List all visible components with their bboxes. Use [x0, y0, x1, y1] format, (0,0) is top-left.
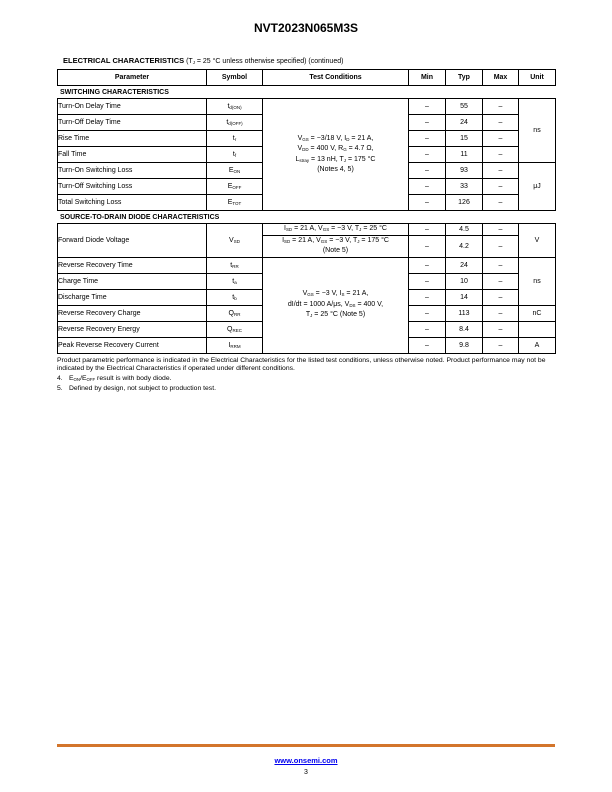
section-table: [57, 98, 556, 211]
unit-cell: ns: [519, 99, 556, 163]
value-cell: 11: [446, 147, 483, 163]
unit-cell: V: [519, 224, 556, 258]
symbol-cell: $Q_{REC}$: [207, 321, 263, 337]
parameter-cell: Turn-Off Switching Loss: [58, 179, 207, 195]
value-cell: –: [409, 337, 446, 353]
value-cell: –: [483, 195, 519, 211]
value-cell: –: [409, 224, 446, 236]
parameter-cell: Reverse Recovery Time: [58, 257, 207, 273]
symbol-cell: $E_{TOT}$: [207, 195, 263, 211]
column-header: Min: [409, 70, 446, 86]
value-cell: –: [483, 289, 519, 305]
value-cell: 4.2: [446, 235, 483, 257]
value-cell: –: [483, 321, 519, 337]
parameter-cell: Peak Reverse Recovery Current: [58, 337, 207, 353]
section-title: SWITCHING CHARACTERISTICS: [60, 89, 169, 96]
parameter-cell: Reverse Recovery Charge: [58, 305, 207, 321]
parameter-cell: Total Switching Loss: [58, 195, 207, 211]
value-cell: –: [409, 195, 446, 211]
value-cell: –: [483, 235, 519, 257]
value-cell: –: [409, 99, 446, 115]
page-content: [57, 56, 555, 394]
footnotes: [57, 357, 555, 395]
value-cell: 15: [446, 131, 483, 147]
unit-cell: nC: [519, 305, 556, 321]
parameter-cell: Charge Time: [58, 273, 207, 289]
conditions-cell: $I_{SD} = 21$ A, $V_{GS} = -3$ V, $T_J = 175$ °C (Note 5): [263, 235, 409, 257]
characteristics-table: [57, 69, 555, 354]
value-cell: –: [483, 224, 519, 236]
value-cell: –: [483, 257, 519, 273]
table-header: [57, 69, 556, 86]
value-cell: –: [409, 289, 446, 305]
symbol-cell: $t_{RR}$: [207, 257, 263, 273]
value-cell: 10: [446, 273, 483, 289]
symbol-cell: $E_{ON}$: [207, 163, 263, 179]
value-cell: 24: [446, 115, 483, 131]
section-title: SOURCE-TO-DRAIN DIODE CHARACTERISTICS: [60, 214, 220, 221]
parameter-cell: Rise Time: [58, 131, 207, 147]
column-header: Symbol: [207, 70, 263, 86]
heading-label: ELECTRICAL CHARACTERISTICS: [63, 56, 185, 65]
footer-rule: [57, 744, 555, 747]
footnote-number: 5.: [57, 385, 63, 393]
parameter-cell: Turn-Off Delay Time: [58, 115, 207, 131]
column-header: Max: [483, 70, 519, 86]
value-cell: –: [483, 99, 519, 115]
page-footer: [57, 744, 555, 776]
value-cell: –: [409, 163, 446, 179]
value-cell: –: [483, 305, 519, 321]
column-header: Typ: [446, 70, 483, 86]
table-row: [58, 99, 556, 115]
value-cell: 55: [446, 99, 483, 115]
footnote-text: Defined by design, not subject to production test.: [69, 385, 216, 393]
conditions-cell: $I_{SD} = 21$ A, $V_{GS} = -3$ V, $T_J = 25$ °C: [263, 224, 409, 236]
symbol-cell: $t_b$: [207, 289, 263, 305]
value-cell: –: [483, 163, 519, 179]
conditions-cell: $V_{GS} = -3$ V, $I_S = 21$ A, dI/dt = 1000 A/μs, $V_{DS} = 400$ V, $T_J = 25$ °C (Note 5): [263, 257, 409, 353]
table-row: [58, 257, 556, 273]
heading-note: ($T_J = 25$ °C unless otherwise specified) (continued): [184, 58, 344, 66]
footnote-item: [57, 375, 555, 384]
electrical-characteristics-heading: [63, 56, 555, 65]
value-cell: –: [409, 147, 446, 163]
value-cell: 14: [446, 289, 483, 305]
column-header: Unit: [519, 70, 556, 86]
value-cell: –: [409, 305, 446, 321]
symbol-cell: $t_{d(ON)}$: [207, 99, 263, 115]
value-cell: 93: [446, 163, 483, 179]
symbol-cell: $t_{d(OFF)}$: [207, 115, 263, 131]
parameter-cell: Turn-On Delay Time: [58, 99, 207, 115]
value-cell: –: [483, 273, 519, 289]
value-cell: –: [483, 337, 519, 353]
unit-cell: A: [519, 337, 556, 353]
parameter-cell: Turn-On Switching Loss: [58, 163, 207, 179]
footnote-general: Product parametric performance is indicated in the Electrical Characteristics for the listed test conditions, unless otherwise noted. Product performance may not be indicated by the Electrical Characteristics if operated under different conditions.: [57, 356, 546, 373]
footnote-text: $E_{ON}/E_{OFF}$ result is with body diode.: [69, 375, 172, 383]
column-header: Parameter: [58, 70, 207, 86]
symbol-cell: $t_f$: [207, 147, 263, 163]
symbol-cell: $E_{OFF}$: [207, 179, 263, 195]
value-cell: –: [409, 273, 446, 289]
page-title: NVT2023N065M3S: [253, 21, 359, 35]
symbol-cell: $V_{SD}$: [207, 224, 263, 258]
unit-cell: [519, 321, 556, 337]
conditions-cell: $V_{GS} = -3/18$ V, $I_D = 21$ A, $V_{DD} = 400$ V, $R_G = 4.7$ Ω, $L_{stray} = 13$ nH, $T_J = 175$ °C (Notes 4, 5): [263, 99, 409, 211]
value-cell: –: [409, 235, 446, 257]
value-cell: –: [409, 257, 446, 273]
value-cell: 9.8: [446, 337, 483, 353]
unit-cell: ns: [519, 257, 556, 305]
value-cell: –: [409, 321, 446, 337]
footnote-number: 4.: [57, 375, 63, 383]
symbol-cell: $t_r$: [207, 131, 263, 147]
parameter-cell: Forward Diode Voltage: [58, 224, 207, 258]
value-cell: –: [483, 131, 519, 147]
table-row: [58, 224, 556, 236]
value-cell: 8.4: [446, 321, 483, 337]
table-header-row: [58, 70, 556, 86]
column-header: Test Conditions: [263, 70, 409, 86]
onsemi-link[interactable]: www.onsemi.com: [274, 756, 338, 765]
value-cell: 33: [446, 179, 483, 195]
parameter-cell: Fall Time: [58, 147, 207, 163]
symbol-cell: $I_{RRM}$: [207, 337, 263, 353]
value-cell: –: [409, 115, 446, 131]
symbol-cell: $Q_{RR}$: [207, 305, 263, 321]
footnote-item: [57, 385, 555, 394]
page-number: 3: [304, 769, 308, 776]
value-cell: 4.5: [446, 224, 483, 236]
section-table: [57, 223, 556, 354]
value-cell: –: [483, 147, 519, 163]
parameter-cell: Discharge Time: [58, 289, 207, 305]
value-cell: –: [409, 179, 446, 195]
symbol-cell: $t_a$: [207, 273, 263, 289]
value-cell: –: [409, 131, 446, 147]
value-cell: –: [483, 115, 519, 131]
value-cell: 126: [446, 195, 483, 211]
value-cell: 24: [446, 257, 483, 273]
unit-cell: μJ: [519, 163, 556, 211]
parameter-cell: Reverse Recovery Energy: [58, 321, 207, 337]
value-cell: 113: [446, 305, 483, 321]
value-cell: –: [483, 179, 519, 195]
